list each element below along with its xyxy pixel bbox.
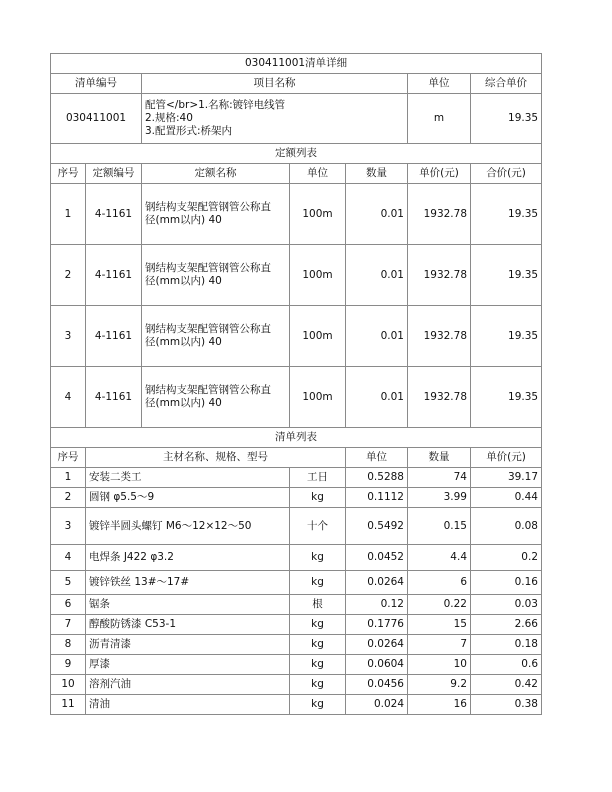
quota-seq: 2 [51,245,86,306]
material-name: 锯条 [86,595,290,615]
material-name: 镀锌半圆头螺钉 M6～12×12～50 [86,508,290,545]
quota-unit-price: 1932.78 [408,184,471,245]
material-row [51,675,542,695]
bill-code: 030411001 [51,94,142,144]
material-row [51,635,542,655]
material-name: 溶剂汽油 [86,675,290,695]
material-name: 醇酸防锈漆 C53-1 [86,615,290,635]
material-unit: kg [290,571,346,595]
quota-unit-price: 1932.78 [408,306,471,367]
material-unit: 根 [290,595,346,615]
quota-code: 4-1161 [86,245,142,306]
quota-unit-header: 单位 [290,164,346,184]
material-total: 0.18 [471,635,542,655]
material-total: 2.66 [471,615,542,635]
quota-total: 19.35 [471,245,542,306]
quota-code: 4-1161 [86,184,142,245]
material-unit-price: 6 [408,571,471,595]
material-row [51,488,542,508]
quota-qty: 0.01 [346,184,408,245]
quota-name-line: 径(mm以内) 40 [145,214,222,226]
material-name: 清油 [86,695,290,715]
quota-total: 19.35 [471,367,542,428]
material-row [51,595,542,615]
quota-name-line: 钢结构支架配管钢管公称直 [145,201,271,213]
material-qty: 0.1776 [346,615,408,635]
material-seq: 3 [51,508,86,545]
bill-unit-header: 单位 [408,74,471,94]
quota-header-row [51,164,542,184]
material-unit-price: 9.2 [408,675,471,695]
material-seq: 11 [51,695,86,715]
quota-unit: 100m [290,245,346,306]
bill-unit: m [408,94,471,144]
material-qty: 0.0264 [346,635,408,655]
quota-total: 19.35 [471,306,542,367]
bill-item-name-line: 3.配置形式:桥架内 [145,125,233,137]
material-qty: 0.5492 [346,508,408,545]
quota-qty-header: 数量 [346,164,408,184]
quota-unit: 100m [290,306,346,367]
title-row [51,54,542,74]
material-qty: 0.12 [346,595,408,615]
quota-name-line: 钢结构支架配管钢管公称直 [145,384,271,396]
quota-unit-price-header: 单价(元) [408,164,471,184]
quota-unit-price: 1932.78 [408,367,471,428]
material-total: 0.2 [471,545,542,571]
material-row [51,615,542,635]
quota-seq: 1 [51,184,86,245]
material-unit-price: 10 [408,655,471,675]
quota-section-title: 定额列表 [51,144,542,164]
material-unit-price: 3.99 [408,488,471,508]
quota-name-header: 定额名称 [142,164,290,184]
material-name: 厚漆 [86,655,290,675]
material-unit-header: 单位 [346,448,408,468]
bill-detail-table [50,53,542,468]
material-seq: 5 [51,571,86,595]
quota-name [142,306,290,367]
material-unit-price: 74 [408,468,471,488]
quota-unit: 100m [290,367,346,428]
bill-row [51,94,542,144]
quota-name-line: 钢结构支架配管钢管公称直 [145,262,271,274]
material-unit: kg [290,675,346,695]
material-header-row [51,448,542,468]
bill-item-name-line: 2.规格:40 [145,112,193,124]
quota-seq: 3 [51,306,86,367]
material-total: 39.17 [471,468,542,488]
bill-price: 19.35 [471,94,542,144]
quota-total-header: 合价(元) [471,164,542,184]
material-total: 0.16 [471,571,542,595]
material-name: 圆钢 φ5.5～9 [86,488,290,508]
material-unit: kg [290,545,346,571]
material-seq: 10 [51,675,86,695]
quota-name [142,367,290,428]
material-seq: 6 [51,595,86,615]
quota-name-line: 径(mm以内) 40 [145,336,222,348]
material-seq: 4 [51,545,86,571]
material-unit: 十个 [290,508,346,545]
material-section-row [51,428,542,448]
quota-unit-price: 1932.78 [408,245,471,306]
quota-row [51,184,542,245]
quota-seq-header: 序号 [51,164,86,184]
material-row [51,571,542,595]
material-unit: kg [290,695,346,715]
bill-name-header: 项目名称 [142,74,408,94]
material-qty: 0.0604 [346,655,408,675]
quota-row [51,367,542,428]
material-unit: kg [290,635,346,655]
quota-total: 19.35 [471,184,542,245]
material-total: 0.38 [471,695,542,715]
material-seq: 2 [51,488,86,508]
material-row [51,695,542,715]
material-row [51,655,542,675]
material-qty: 0.0264 [346,571,408,595]
table-title: 030411001清单详细 [51,54,542,74]
material-unit-price: 0.15 [408,508,471,545]
material-row [51,508,542,545]
material-seq: 7 [51,615,86,635]
bill-code-header: 清单编号 [51,74,142,94]
material-total: 0.6 [471,655,542,675]
material-unit: kg [290,655,346,675]
quota-row [51,306,542,367]
material-name: 沥青清漆 [86,635,290,655]
material-name-header: 主材名称、规格、型号 [86,448,346,468]
material-row [51,468,542,488]
quota-row [51,245,542,306]
material-total: 0.03 [471,595,542,615]
quota-name-line: 钢结构支架配管钢管公称直 [145,323,271,335]
material-total: 0.42 [471,675,542,695]
quota-code: 4-1161 [86,306,142,367]
bill-item-name [142,94,408,144]
material-seq: 1 [51,468,86,488]
quota-name-line: 径(mm以内) 40 [145,397,222,409]
quota-name [142,245,290,306]
quota-section-row [51,144,542,164]
material-unit-price-header: 单价(元) [471,448,542,468]
material-name: 电焊条 J422 φ3.2 [86,545,290,571]
material-unit-price: 16 [408,695,471,715]
bill-price-header: 综合单价 [471,74,542,94]
bill-item-name-line: 配管</br>1.名称:镀锌电线管 [145,99,286,111]
material-qty: 0.1112 [346,488,408,508]
quota-code-header: 定额编号 [86,164,142,184]
quota-name [142,184,290,245]
material-row [51,545,542,571]
material-section-title: 清单列表 [51,428,542,448]
material-unit: kg [290,488,346,508]
material-unit-price: 0.22 [408,595,471,615]
quota-qty: 0.01 [346,367,408,428]
quota-qty: 0.01 [346,245,408,306]
material-name: 镀锌铁丝 13#～17# [86,571,290,595]
material-unit: 工日 [290,468,346,488]
quota-qty: 0.01 [346,306,408,367]
quota-code: 4-1161 [86,367,142,428]
material-total: 0.08 [471,508,542,545]
material-qty-header: 数量 [408,448,471,468]
quota-unit: 100m [290,184,346,245]
material-qty: 0.0456 [346,675,408,695]
quota-name-line: 径(mm以内) 40 [145,275,222,287]
material-seq-header: 序号 [51,448,86,468]
material-unit-price: 7 [408,635,471,655]
material-seq: 9 [51,655,86,675]
material-name: 安装二类工 [86,468,290,488]
material-seq: 8 [51,635,86,655]
material-qty: 0.0452 [346,545,408,571]
material-unit-price: 15 [408,615,471,635]
quota-seq: 4 [51,367,86,428]
bill-header-row [51,74,542,94]
material-unit: kg [290,615,346,635]
material-qty: 0.5288 [346,468,408,488]
material-qty: 0.024 [346,695,408,715]
material-table [50,467,542,715]
material-total: 0.44 [471,488,542,508]
material-unit-price: 4.4 [408,545,471,571]
